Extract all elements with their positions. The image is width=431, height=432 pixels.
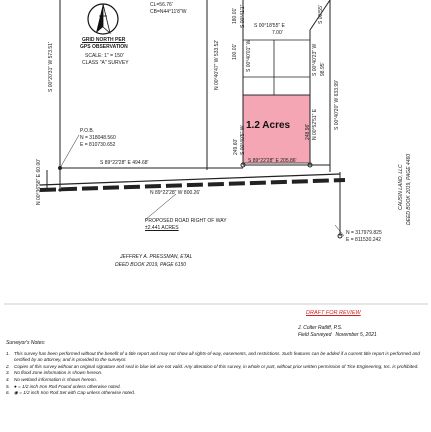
bearing-mid-7: N 00°52'51" E xyxy=(312,108,318,140)
note-item: 2. Copies of this survey without an original signature and seal in blue ink are not valid. Any alteration of this survey, in whole or part, without prior written permission of Tice Engineering, Inc. is prohibited. xyxy=(6,363,419,369)
curve-chord-length: CL=56.76' xyxy=(150,2,173,8)
owner-east-deed: DEED BOOK 2019, PAGE 4460 xyxy=(406,153,412,225)
field-survey-date: November 5, 2021 xyxy=(335,331,377,338)
north-title: GRID NORTH PER xyxy=(82,37,126,43)
bearing-mid-1: S 00°18'55" E xyxy=(254,23,285,29)
curve-chord-bearing: CB=N44°11'8"W xyxy=(150,9,187,15)
bearing-top-b: S 00°41'1" xyxy=(240,4,246,28)
north-subtitle: GPS OBSERVATION xyxy=(80,44,128,50)
coord-east-easting: E = 811530.242 xyxy=(346,237,382,243)
bearing-mid-3: S 00°40'23" W xyxy=(312,43,318,76)
bearing-road: N 89°22'28" W 800.26' xyxy=(150,190,201,196)
bearing-top-c: S 00°55' xyxy=(318,5,324,24)
road-label-line2: ±2.441 ACRES xyxy=(145,225,179,231)
bearing-lot-bottom: S 89°22'28" E 205.86' xyxy=(248,158,297,164)
bearing-mid-6b: 249.60' xyxy=(233,138,239,155)
pob-northing: N = 318048.560 xyxy=(80,135,116,141)
bearing-mid-6: S 00°40'5" W xyxy=(240,125,246,155)
note-item: 4. No wetland information is shown hereon. xyxy=(6,376,97,382)
survey-class: CLASS "A" SURVEY xyxy=(82,60,129,66)
surveyor-name: J. Colter Ratliff, P.S. xyxy=(298,325,343,331)
leader-line xyxy=(60,135,79,168)
pob-label: P.O.B. xyxy=(80,128,95,134)
draft-stamp: DRAFT FOR REVIEW xyxy=(306,310,361,316)
pob-easting: E = 810730.652 xyxy=(80,142,116,148)
bearing-mid-5: 100.01' xyxy=(232,43,238,60)
bearing-east-1: S 00°40'20" W 633.99' xyxy=(334,80,340,130)
notes-heading: Surveyor's Notes: xyxy=(6,340,46,346)
bearing-top-d: 98.95' xyxy=(320,62,326,76)
bearing-mid-7b: 248.96' xyxy=(305,123,311,140)
field-survey-label: Field Surveyed xyxy=(298,331,332,338)
bearing-top-a: 180.01' xyxy=(232,7,238,24)
road-label-line1: PROPOSED ROAD RIGHT OF WAY xyxy=(145,218,227,224)
bearing-mid-2: S 00°40'01" W xyxy=(246,39,252,72)
note-item: 1. This survey has been performed without the benefit of a title report and may not show all rights-of-way, easements, and restrictions. Such features can be added if a current title report is performed and certified by an attorney, and is provided to the surveyor. xyxy=(6,350,420,363)
bearing-west-bottom: N 00°36'58" E 60.00' xyxy=(36,159,42,205)
lot-acreage: 1.2 Acres xyxy=(246,120,291,131)
bearing-mid-4: N 00°40'47" W 533.52' xyxy=(214,39,220,90)
map-scale: SCALE: 1" = 150' xyxy=(85,53,124,59)
coord-east-northing: N = 317979.825 xyxy=(346,230,382,236)
surveyor-notes xyxy=(6,340,426,397)
note-item: 3. No flood zone information is shown hereon. xyxy=(6,370,103,376)
note-item: 6. ◉ = 1/2 inch Iron Rod Set with Cap unless otherwise noted. xyxy=(6,390,136,396)
leader-line xyxy=(145,194,176,220)
signature-block xyxy=(298,325,377,338)
north-arrow-icon xyxy=(88,4,118,34)
bearing-top-line: S 89°22'28" E 494.68' xyxy=(100,160,149,166)
road-line-dashed xyxy=(40,180,345,190)
bearing-west-side: S 00°20'31" W 573.51' xyxy=(48,42,54,92)
owner-south-name: JEFFREY A. PRESSMAN, ETAL xyxy=(120,254,193,260)
owner-east-name: CAUSIN LAND, LLC xyxy=(398,164,404,210)
field-survey-line xyxy=(298,332,377,339)
note-item: 5. ● = 1/2 inch Iron Rod Found unless otherwise noted. xyxy=(6,383,121,389)
bearing-mid-1b: 7.00' xyxy=(272,30,283,36)
iron-rod-marker xyxy=(58,188,61,191)
owner-south-deed: DEED BOOK 2019, PAGE 6150 xyxy=(115,262,187,268)
